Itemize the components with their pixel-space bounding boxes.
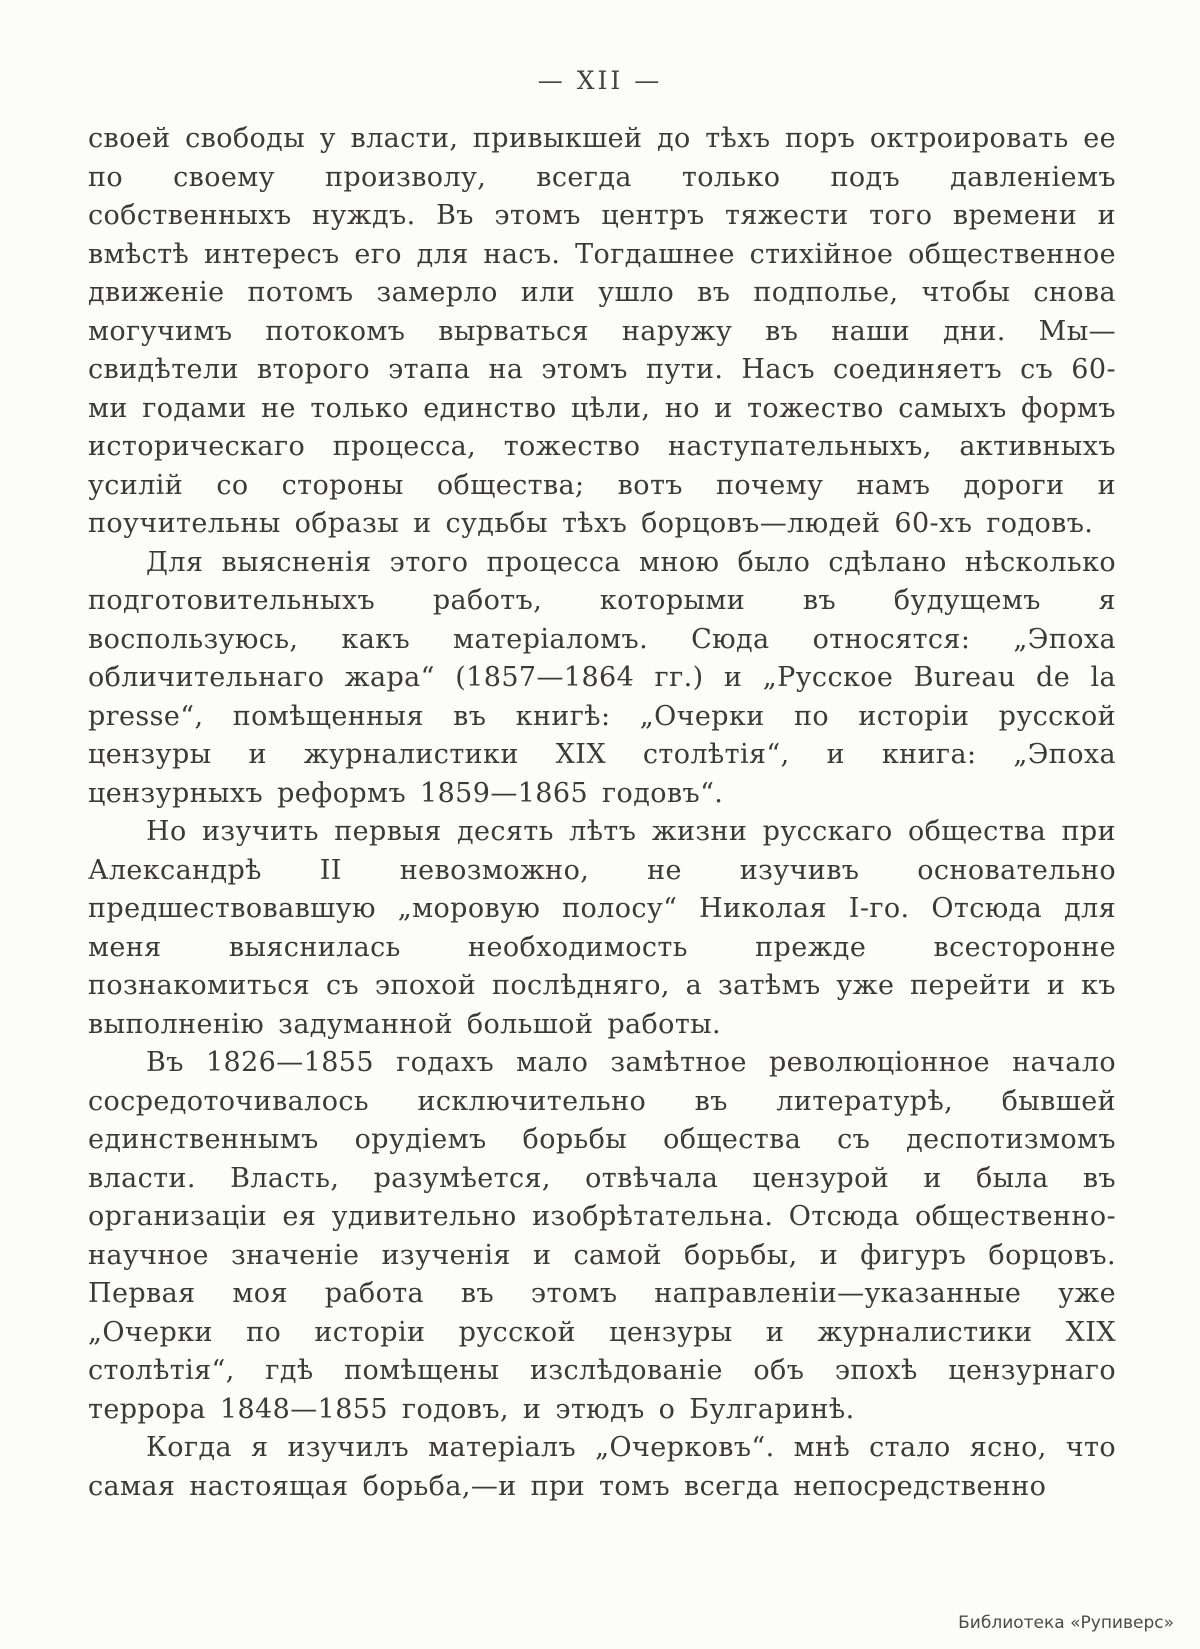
paragraph: Для выясненія этого процесса мною было сдѣлано нѣсколько подготовительныхъ работъ, которыми въ будущемъ я воспользуюсь, какъ матеріаломъ. Сюда относятся: „Эпоха обличительнаго жара“ (1857—1864 гг.) и „Русское Bureau de la presse“, помѣщенныя въ книгѣ: „Очерки по исторіи русской цензуры и журналистики XIX столѣтія“, и книга: „Эпоха цензурныхъ реформъ 1859—1865 годовъ“.: [88, 546, 1116, 809]
library-watermark: Библиотека «Рупиверс»: [958, 1613, 1174, 1633]
paragraph: Но изучить первыя десять лѣтъ жизни русскаго общества при Александрѣ II невозможно, не изучивъ основательно предшествовавшую „моровую полосу“ Николая I-го. Отсюда для меня выяснилась необходимость прежде всесторонне познакомиться съ эпохой послѣдняго, а затѣмъ уже перейти и къ выполненію задуманной большой работы.: [88, 816, 1116, 1040]
page-number-header: — XII —: [537, 66, 663, 95]
paragraph: своей свободы у власти, привыкшей до тѣхъ поръ октроировать ее по своему произволу, всегда только подъ давленіемъ собственныхъ нуждъ. Въ этомъ центръ тяжести того времени и вмѣстѣ интересъ его для насъ. Тогдашнее стихійное общественное движеніе потомъ замерло или ушло въ подполье, чтобы снова могучимъ потокомъ вырваться наружу въ наши дни. Мы—свидѣтели второго этапа на этомъ пути. Насъ соединяетъ съ 60-ми годами не только единство цѣли, но и тожество самыхъ формъ историческаго процесса, тожество наступательныхъ, активныхъ усилій со стороны общества; вотъ почему намъ дороги и поучительны образы и судьбы тѣхъ борцовъ—людей 60-хъ годовъ.: [88, 123, 1116, 539]
page-body: [88, 120, 1116, 1506]
paragraph: Когда я изучилъ матеріалъ „Очерковъ“. мнѣ стало ясно, что самая настоящая борьба,—и при томъ всегда непосредственно: [88, 1432, 1116, 1502]
paragraph: Въ 1826—1855 годахъ мало замѣтное революціонное начало сосредоточивалось исключительно въ литературѣ, бывшей единственнымъ орудіемъ борьбы общества съ деспотизмомъ власти. Власть, разумѣется, отвѣчала цензурой и была въ организаціи ея удивительно изобрѣтательна. Отсюда общественно-научное значеніе изученія и самой борьбы, и фигуръ борцовъ. Первая моя работа въ этомъ направленіи—указанные уже „Очерки по исторіи русской цензуры и журналистики XIX столѣтія“, гдѣ помѣщены изслѣдованіе объ эпохѣ цензурнаго террора 1848—1855 годовъ, и этюдъ о Булгаринѣ.: [88, 1047, 1116, 1425]
